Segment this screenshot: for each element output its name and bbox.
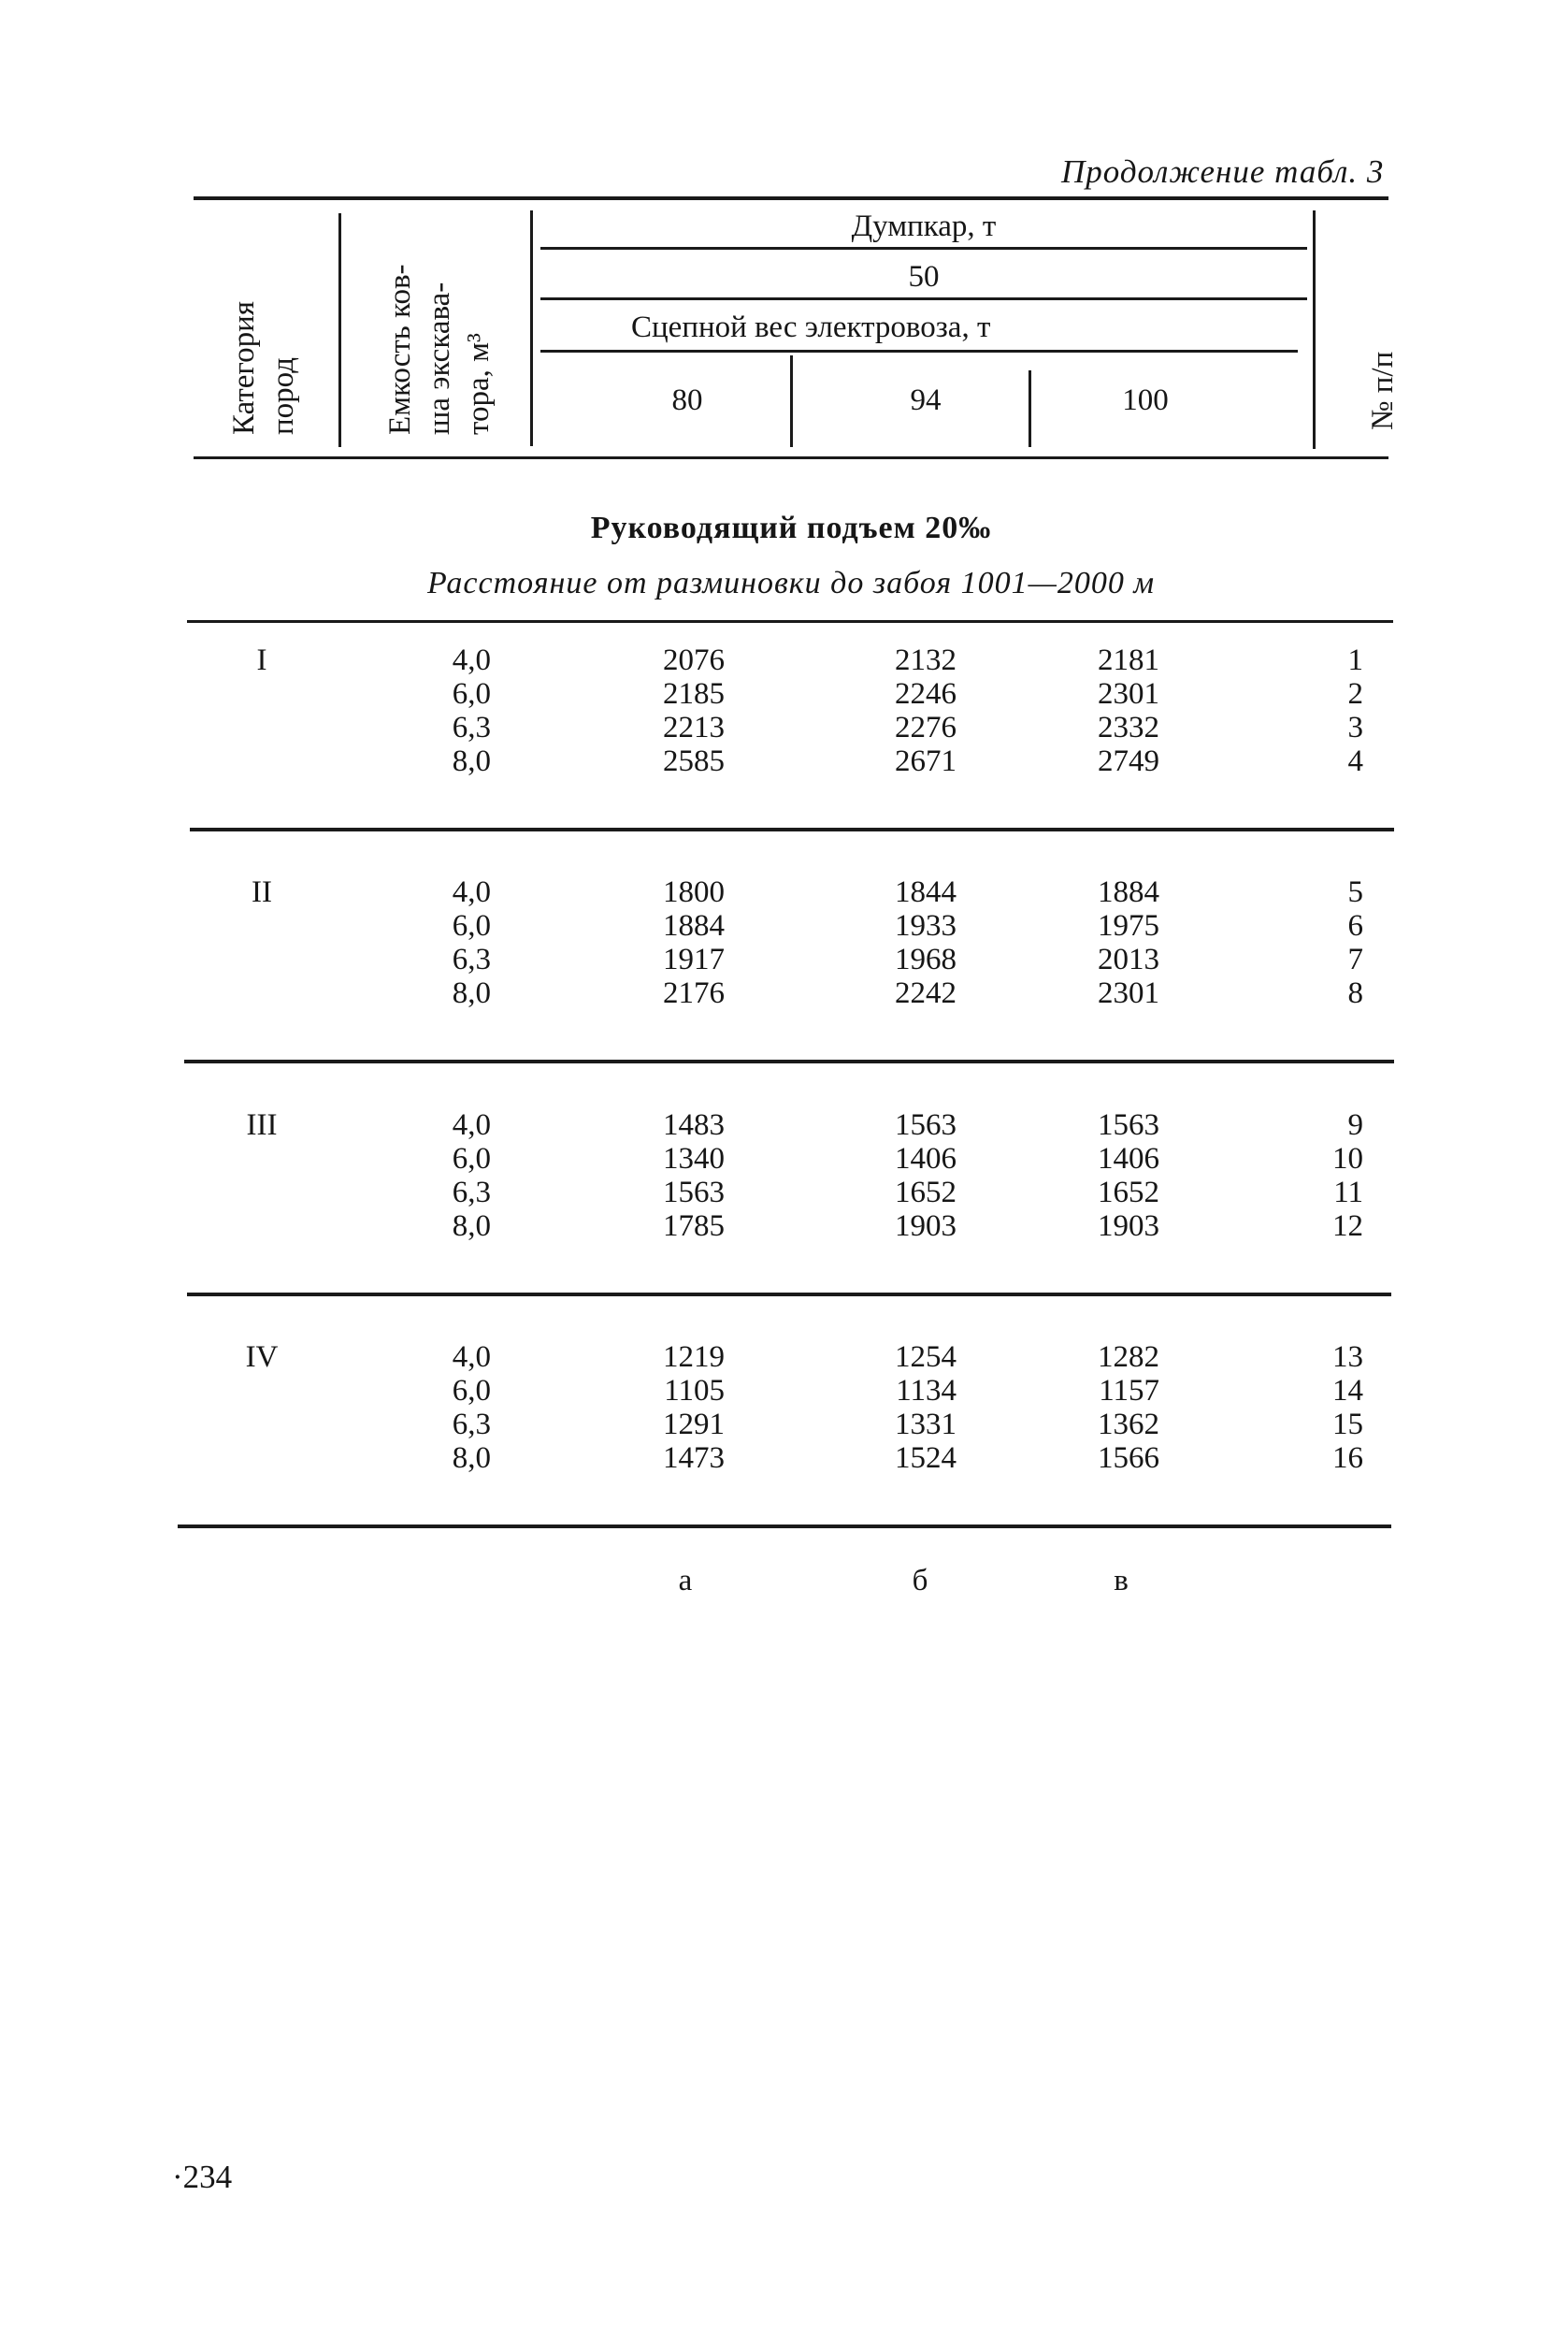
header-inner-rule-1: [540, 247, 1307, 250]
bucket-capacity-cell: 8,0: [452, 744, 491, 778]
group-divider-1: [190, 828, 1394, 831]
header-inner-rule-2: [540, 297, 1307, 300]
header-bottom-rule: [194, 456, 1388, 459]
value-cell-94: 1968: [895, 943, 957, 976]
value-cell-94: 1652: [895, 1176, 957, 1209]
row-number-cell: 2: [1347, 677, 1363, 711]
table-continuation-caption: Продолжение табл. 3: [1061, 153, 1385, 190]
header-inner-rule-3: [540, 350, 1298, 353]
value-cell-100: 1282: [1098, 1340, 1159, 1374]
col-number-header: № п/п: [1366, 351, 1400, 430]
value-cell-94: 1134: [896, 1374, 957, 1408]
bucket-capacity-cell: 6,3: [452, 1408, 491, 1441]
row-number-cell: 5: [1347, 875, 1363, 909]
header-top-rule: [194, 196, 1388, 200]
col-bucket-header: Емкость ков- ша экскава- тора, м³: [383, 264, 496, 435]
row-number-cell: 14: [1332, 1374, 1363, 1408]
value-cell-100: 1884: [1098, 875, 1159, 909]
value-cell-100: 2332: [1098, 711, 1159, 744]
loco-value-80: 80: [671, 383, 703, 417]
row-number-cell: 11: [1333, 1176, 1363, 1209]
value-cell-80: 2185: [663, 677, 725, 711]
value-cell-80: 1219: [663, 1340, 725, 1374]
value-cell-94: 1331: [895, 1408, 957, 1441]
value-cell-94: 1844: [895, 875, 957, 909]
row-number-cell: 12: [1332, 1209, 1363, 1243]
value-cell-100: 1157: [1099, 1374, 1159, 1408]
value-cell-80: 1800: [663, 875, 725, 909]
value-cell-80: 1340: [663, 1142, 725, 1176]
value-cell-94: 1524: [895, 1441, 957, 1475]
value-cell-100: 1903: [1098, 1209, 1159, 1243]
value-cell-100: 1362: [1098, 1408, 1159, 1441]
value-cell-80: 2213: [663, 711, 725, 744]
bucket-capacity-cell: 6,3: [452, 943, 491, 976]
bucket-capacity-cell: 6,3: [452, 1176, 491, 1209]
row-number-cell: 1: [1347, 643, 1363, 677]
col-category-header: Категория пород: [227, 301, 300, 435]
value-cell-80: 1884: [663, 909, 725, 943]
bucket-capacity-cell: 4,0: [452, 875, 491, 909]
row-number-cell: 8: [1347, 976, 1363, 1010]
category-label: I: [256, 643, 267, 677]
header-separator-3: [1313, 210, 1316, 449]
section-title: Руководящий подъем 20‰: [590, 511, 992, 545]
bucket-capacity-cell: 6,0: [452, 677, 491, 711]
column-letter-b: б: [912, 1564, 928, 1597]
value-cell-80: 1917: [663, 943, 725, 976]
value-cell-100: 2301: [1098, 976, 1159, 1010]
value-cell-80: 1291: [663, 1408, 725, 1441]
value-cell-94: 2671: [895, 744, 957, 778]
group-divider-3: [187, 1293, 1391, 1296]
bucket-capacity-cell: 8,0: [452, 1441, 491, 1475]
row-number-cell: 9: [1347, 1108, 1363, 1142]
bucket-capacity-cell: 8,0: [452, 1209, 491, 1243]
dumpcar-value: 50: [908, 260, 940, 294]
value-cell-80: 1105: [664, 1374, 725, 1408]
value-cell-100: 1563: [1098, 1108, 1159, 1142]
header-separator-1: [338, 213, 341, 447]
value-cell-94: 2246: [895, 677, 957, 711]
dumpcar-header: Думпкар, т: [851, 210, 997, 243]
loco-separator-1: [790, 355, 793, 447]
value-cell-100: 2301: [1098, 677, 1159, 711]
value-cell-94: 2242: [895, 976, 957, 1010]
loco-value-94: 94: [910, 383, 942, 417]
column-letter-a: а: [678, 1564, 693, 1597]
value-cell-100: 2013: [1098, 943, 1159, 976]
row-number-cell: 16: [1332, 1441, 1363, 1475]
header-separator-2: [530, 210, 533, 446]
column-letter-v: в: [1114, 1564, 1129, 1597]
category-label: IV: [245, 1340, 279, 1374]
value-cell-80: 1483: [663, 1108, 725, 1142]
row-number-cell: 7: [1347, 943, 1363, 976]
row-number-cell: 4: [1347, 744, 1363, 778]
category-label: III: [246, 1108, 278, 1142]
bucket-capacity-cell: 6,0: [452, 1374, 491, 1408]
value-cell-100: 1975: [1098, 909, 1159, 943]
value-cell-100: 2749: [1098, 744, 1159, 778]
bucket-capacity-cell: 6,0: [452, 1142, 491, 1176]
bucket-capacity-cell: 6,3: [452, 711, 491, 744]
value-cell-94: 1406: [895, 1142, 957, 1176]
row-number-cell: 6: [1347, 909, 1363, 943]
loco-weight-header: Сцепной вес электровоза, т: [631, 311, 991, 344]
value-cell-80: 2585: [663, 744, 725, 778]
value-cell-100: 2181: [1098, 643, 1159, 677]
section-subtitle: Расстояние от разминовки до забоя 1001—2000 м: [426, 566, 1156, 600]
value-cell-94: 2276: [895, 711, 957, 744]
bucket-capacity-cell: 8,0: [452, 976, 491, 1010]
value-cell-94: 1563: [895, 1108, 957, 1142]
value-cell-94: 2132: [895, 643, 957, 677]
row-number-cell: 3: [1347, 711, 1363, 744]
loco-separator-2: [1029, 370, 1031, 447]
value-cell-94: 1933: [895, 909, 957, 943]
group-divider-2: [184, 1060, 1394, 1063]
body-rule-bottom: [178, 1525, 1391, 1528]
row-number-cell: 15: [1332, 1408, 1363, 1441]
value-cell-80: 1563: [663, 1176, 725, 1209]
value-cell-80: 2176: [663, 976, 725, 1010]
row-number-cell: 13: [1332, 1340, 1363, 1374]
value-cell-80: 1785: [663, 1209, 725, 1243]
bucket-capacity-cell: 4,0: [452, 643, 491, 677]
value-cell-100: 1652: [1098, 1176, 1159, 1209]
value-cell-80: 2076: [663, 643, 725, 677]
category-label: II: [252, 875, 272, 909]
row-number-cell: 10: [1332, 1142, 1363, 1176]
value-cell-94: 1903: [895, 1209, 957, 1243]
value-cell-94: 1254: [895, 1340, 957, 1374]
bucket-capacity-cell: 4,0: [452, 1108, 491, 1142]
page-number: ·234: [172, 2159, 233, 2195]
value-cell-100: 1566: [1098, 1441, 1159, 1475]
loco-value-100: 100: [1122, 383, 1169, 417]
bucket-capacity-cell: 4,0: [452, 1340, 491, 1374]
value-cell-100: 1406: [1098, 1142, 1159, 1176]
value-cell-80: 1473: [663, 1441, 725, 1475]
bucket-capacity-cell: 6,0: [452, 909, 491, 943]
body-rule-top: [187, 620, 1393, 623]
